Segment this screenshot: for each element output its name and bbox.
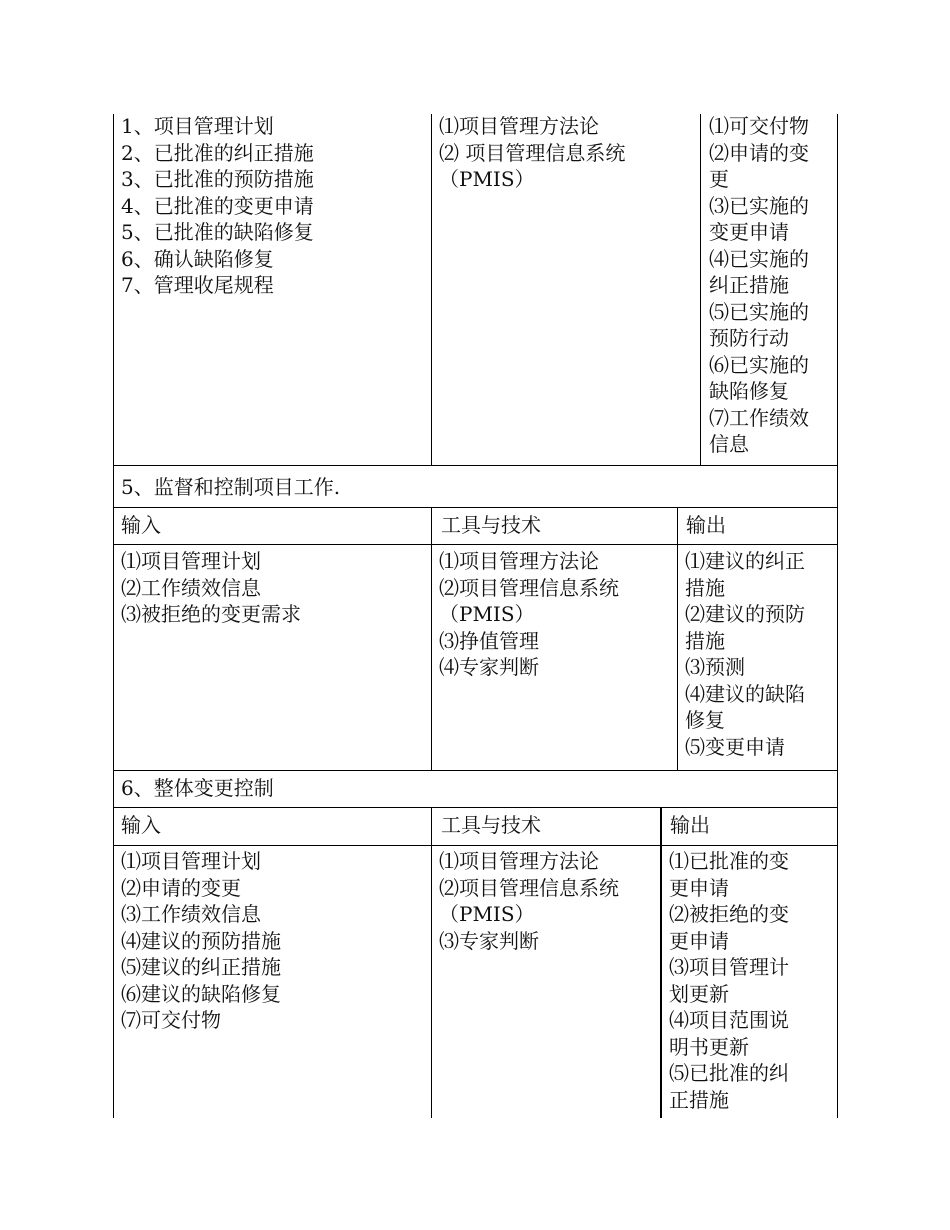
input-item: ⑷建议的预防措施 xyxy=(121,928,281,953)
section-6-header-tools: 工具与技术 xyxy=(441,813,541,837)
input-item: ⑶工作绩效信息 xyxy=(121,902,261,926)
rule xyxy=(113,544,838,545)
section-5-header-tools: 工具与技术 xyxy=(441,513,541,537)
section-6-header-output: 输出 xyxy=(670,813,710,837)
output-item: ⑸已实施的 xyxy=(709,299,809,324)
section-6-title: 6、整体变更控制 xyxy=(121,776,274,800)
input-item: 6、确认缺陷修复 xyxy=(121,246,274,271)
output-item: 划更新 xyxy=(669,981,729,1006)
table-border-right xyxy=(837,114,838,1118)
output-item: ⑶项目管理计 xyxy=(669,955,789,979)
output-item: 措施 xyxy=(685,575,725,600)
top-inputs-cell xyxy=(121,113,314,299)
input-item: ⑸建议的纠正措施 xyxy=(121,955,281,979)
section-6-inputs-cell xyxy=(121,848,281,1034)
output-item: ⑵被拒绝的变 xyxy=(669,902,789,926)
output-item: ⑴可交付物 xyxy=(709,114,809,138)
input-item: ⑶被拒绝的变更需求 xyxy=(121,602,301,626)
divider xyxy=(700,114,701,465)
output-item: 信息 xyxy=(709,432,749,456)
tool-item: ⑶挣值管理 xyxy=(439,628,539,653)
input-item: ⑵工作绩效信息 xyxy=(121,575,261,600)
output-item: ⑹已实施的 xyxy=(709,352,809,377)
output-item: 正措施 xyxy=(669,1087,729,1112)
output-item: ⑸变更申请 xyxy=(685,734,785,759)
section-5-inputs-cell xyxy=(121,548,301,628)
input-item: ⑹建议的缺陷修复 xyxy=(121,981,281,1006)
section-5-outputs-cell xyxy=(685,548,805,760)
input-item: ⑴项目管理计划 xyxy=(121,849,261,873)
output-item: ⑵申请的变 xyxy=(709,140,809,165)
table-border-left xyxy=(113,114,114,1118)
tool-item: ⑴项目管理方法论 xyxy=(439,549,599,573)
top-outputs-cell xyxy=(709,113,809,458)
output-item: 明书更新 xyxy=(669,1034,749,1059)
output-item: ⑷建议的缺陷 xyxy=(685,681,805,706)
section-6-outputs-cell xyxy=(669,848,789,1113)
output-item: ⑷已实施的 xyxy=(709,246,809,271)
tool-item: （PMIS） xyxy=(439,602,535,626)
input-item: ⑴项目管理计划 xyxy=(121,549,261,573)
divider xyxy=(431,114,432,465)
input-item: 5、已批准的缺陷修复 xyxy=(121,220,314,244)
tool-item: （PMIS） xyxy=(439,902,535,926)
input-item: 1、项目管理计划 xyxy=(121,114,274,138)
top-tools-cell xyxy=(439,113,625,193)
input-item: ⑵申请的变更 xyxy=(121,875,241,900)
tool-item: （PMIS） xyxy=(439,167,535,191)
tool-item: ⑴项目管理方法论 xyxy=(439,849,599,873)
output-item: 更申请 xyxy=(669,875,729,900)
input-item: 2、已批准的纠正措施 xyxy=(121,140,314,165)
tool-item: ⑵项目管理信息系统 xyxy=(439,875,619,900)
output-item: ⑴建议的纠正 xyxy=(685,549,805,573)
output-item: ⑶预测 xyxy=(685,655,745,679)
tool-item: ⑶专家判断 xyxy=(439,928,539,953)
tool-item: ⑵ 项目管理信息系统 xyxy=(439,140,626,165)
section-5-title: 5、监督和控制项目工作. xyxy=(121,475,341,499)
divider xyxy=(431,807,432,1118)
input-item: 3、已批准的预防措施 xyxy=(121,167,314,191)
output-item: 变更申请 xyxy=(709,220,789,244)
rule xyxy=(113,845,838,846)
section-5-tools-cell xyxy=(439,548,619,681)
section-5-header-input: 输入 xyxy=(121,513,161,537)
section-5-header-output: 输出 xyxy=(686,513,726,537)
output-item: 更申请 xyxy=(669,928,729,953)
input-item: ⑺可交付物 xyxy=(121,1008,221,1032)
divider xyxy=(677,507,678,770)
output-item: ⑺工作绩效 xyxy=(709,405,809,430)
output-item: 缺陷修复 xyxy=(709,379,789,403)
output-item: 预防行动 xyxy=(709,326,789,350)
divider xyxy=(660,807,662,1118)
output-item: 措施 xyxy=(685,628,725,653)
tool-item: ⑷专家判断 xyxy=(439,655,539,679)
rule xyxy=(113,507,838,508)
output-item: ⑶已实施的 xyxy=(709,193,809,218)
output-item: ⑷项目范围说 xyxy=(669,1008,789,1032)
output-item: ⑴已批准的变 xyxy=(669,849,789,873)
output-item: 更 xyxy=(709,167,729,191)
rule xyxy=(113,465,838,466)
tool-item: ⑵项目管理信息系统 xyxy=(439,575,619,600)
divider xyxy=(431,507,432,770)
input-item: 7、管理收尾规程 xyxy=(121,273,274,297)
tool-item: ⑴项目管理方法论 xyxy=(439,114,599,138)
output-item: 纠正措施 xyxy=(709,273,789,297)
input-item: 4、已批准的变更申请 xyxy=(121,193,314,218)
rule xyxy=(113,807,838,808)
output-item: ⑵建议的预防 xyxy=(685,602,805,626)
section-6-tools-cell xyxy=(439,848,619,954)
output-item: ⑸已批准的纠 xyxy=(669,1061,789,1085)
rule xyxy=(113,770,838,771)
section-6-header-input: 输入 xyxy=(121,813,161,837)
output-item: 修复 xyxy=(685,708,725,732)
